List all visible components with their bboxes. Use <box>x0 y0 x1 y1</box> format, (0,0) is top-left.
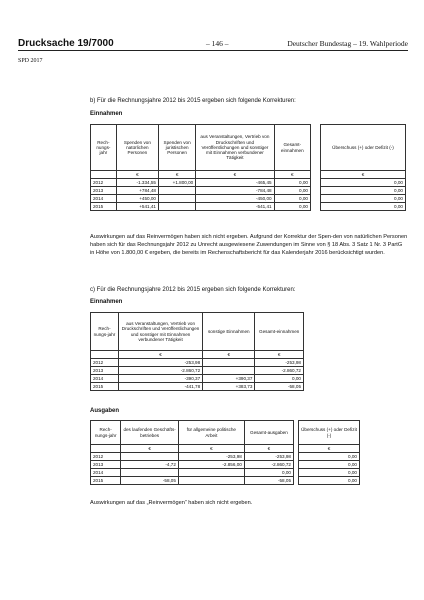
page-header <box>18 38 408 51</box>
section-c-expense-heading: Ausgaben <box>90 408 120 414</box>
col-header-other-income: sonstige Einnahmen <box>203 313 255 351</box>
currency-cell: € <box>116 171 158 179</box>
section-b-income-table <box>90 124 311 211</box>
currency-cell: € <box>121 445 179 453</box>
currency-cell: € <box>118 351 202 359</box>
col-header-year: Rech-nungs-jahr <box>91 125 117 171</box>
table-row: 2013 -4,72 -2.856,00 -2.860,72 <box>91 461 294 469</box>
col-header-surplus: Überschuss (+) oder Defizit (-) <box>321 125 406 171</box>
party-label: SPD 2017 <box>18 58 43 64</box>
currency-cell: € <box>321 171 406 179</box>
table-row: 2012 -253,98 -253,98 <box>91 359 304 367</box>
col-header-events: aus Veranstaltungen, Vertrieb von Druckschriften und Veröffentlichungen und sonstiger mit Einnahmen verbundener Tätigkeit <box>196 125 274 171</box>
section-c-income-table <box>90 312 304 391</box>
col-header-year: Rech-nungs-jahr <box>91 313 119 351</box>
currency-cell: € <box>203 351 255 359</box>
col-header-business-operations: des laufenden Geschäfts-betriebes <box>121 421 179 445</box>
currency-cell: € <box>274 171 310 179</box>
col-header-year: Rech-nungs-jahr <box>91 421 121 445</box>
col-header-legal-donations: Spenden von juristischen Personen <box>158 125 195 171</box>
currency-cell: € <box>178 445 244 453</box>
col-header-natural-donations: Spenden von natürlichen Personen <box>116 125 158 171</box>
currency-cell: € <box>255 351 304 359</box>
section-b-intro: b) Für die Rechnungsjahre 2012 bis 2015 ergeben sich folgende Korrekturen: <box>90 98 296 104</box>
document-number: Drucksache 19/7000 <box>18 38 114 49</box>
table-row: 2015 -441,78 +383,73 -58,05 <box>91 383 304 391</box>
table-row: 2012 -1.334,55 +1.800,00 -465,45 0,00 <box>91 179 311 187</box>
col-header-total-expenses: Gesamt-ausgaben <box>244 421 293 445</box>
table-row: 2013 -2.860,72 -2.860,72 <box>91 367 304 375</box>
table-row: 2014 +450,00 -450,00 0,00 <box>91 195 311 203</box>
table-row: 2012 -253,98 -253,98 <box>91 453 294 461</box>
col-header-total-income: Gesamt-einnahmen <box>255 313 304 351</box>
table-row: 2014 0,00 <box>91 469 294 477</box>
table-row: 2015 -58,05 -58,05 <box>91 477 294 485</box>
parliament-period: Deutscher Bundestag – 19. Wahlperiode <box>287 39 408 48</box>
col-header-surplus: Überschuss (+) oder Defizit (-) <box>299 421 360 445</box>
section-c-expense-table <box>90 420 294 485</box>
section-c-effect-text: Auswirkungen auf das „Reinvermögen“ haben sich nicht ergeben. <box>90 500 253 506</box>
table-row: 2013 +784,48 -784,48 0,00 <box>91 187 311 195</box>
col-header-total-income: Gesamt-einnahmen <box>274 125 310 171</box>
col-header-events: aus Veranstaltungen, Vertrieb von Druckschriften und Veröffentlichungen und sonstiger mit Einnahmen verbundener Tätigkeit <box>118 313 202 351</box>
section-b-surplus-table: Überschuss (+) oder Defizit (-) € 0,00 0,00 0,00 0,00 <box>320 124 406 211</box>
section-c-surplus-table: Überschuss (+) oder Defizit (-) € 0,00 0,00 0,00 0,00 <box>298 420 360 485</box>
currency-cell: € <box>244 445 293 453</box>
section-c-income-heading: Einnahmen <box>90 299 123 305</box>
section-b-heading: Einnahmen <box>90 111 123 117</box>
table-row: 2014 -390,37 +390,37 0,00 <box>91 375 304 383</box>
currency-cell: € <box>158 171 195 179</box>
currency-cell: € <box>196 171 274 179</box>
currency-cell: € <box>299 445 360 453</box>
section-b-effect-text: Auswirkungen auf das Reinvermögen haben sich nicht ergeben. Aufgrund der Korrektur der Spen-den von natürlichen Personen haben sich für das Rechnungsjahr 2012 zu Unrecht ausgewiesene Zuwendungen im Sinne von § 18 Abs. 3 Satz 1 Nr. 3 PartG in Höhe von 1.800,00 € ergeben, die bereits im Rechenschaftsbericht für das Kalenderjahr 2016 berücksichtigt wurden. <box>90 234 408 257</box>
col-header-political-work: für allgemeine politische Arbeit <box>178 421 244 445</box>
page-number: – 146 – <box>206 39 229 48</box>
table-row: 2015 +541,41 -541,41 0,00 <box>91 203 311 211</box>
section-c-intro: c) Für die Rechnungsjahre 2012 bis 2015 ergeben sich folgende Korrekturen: <box>90 287 296 293</box>
